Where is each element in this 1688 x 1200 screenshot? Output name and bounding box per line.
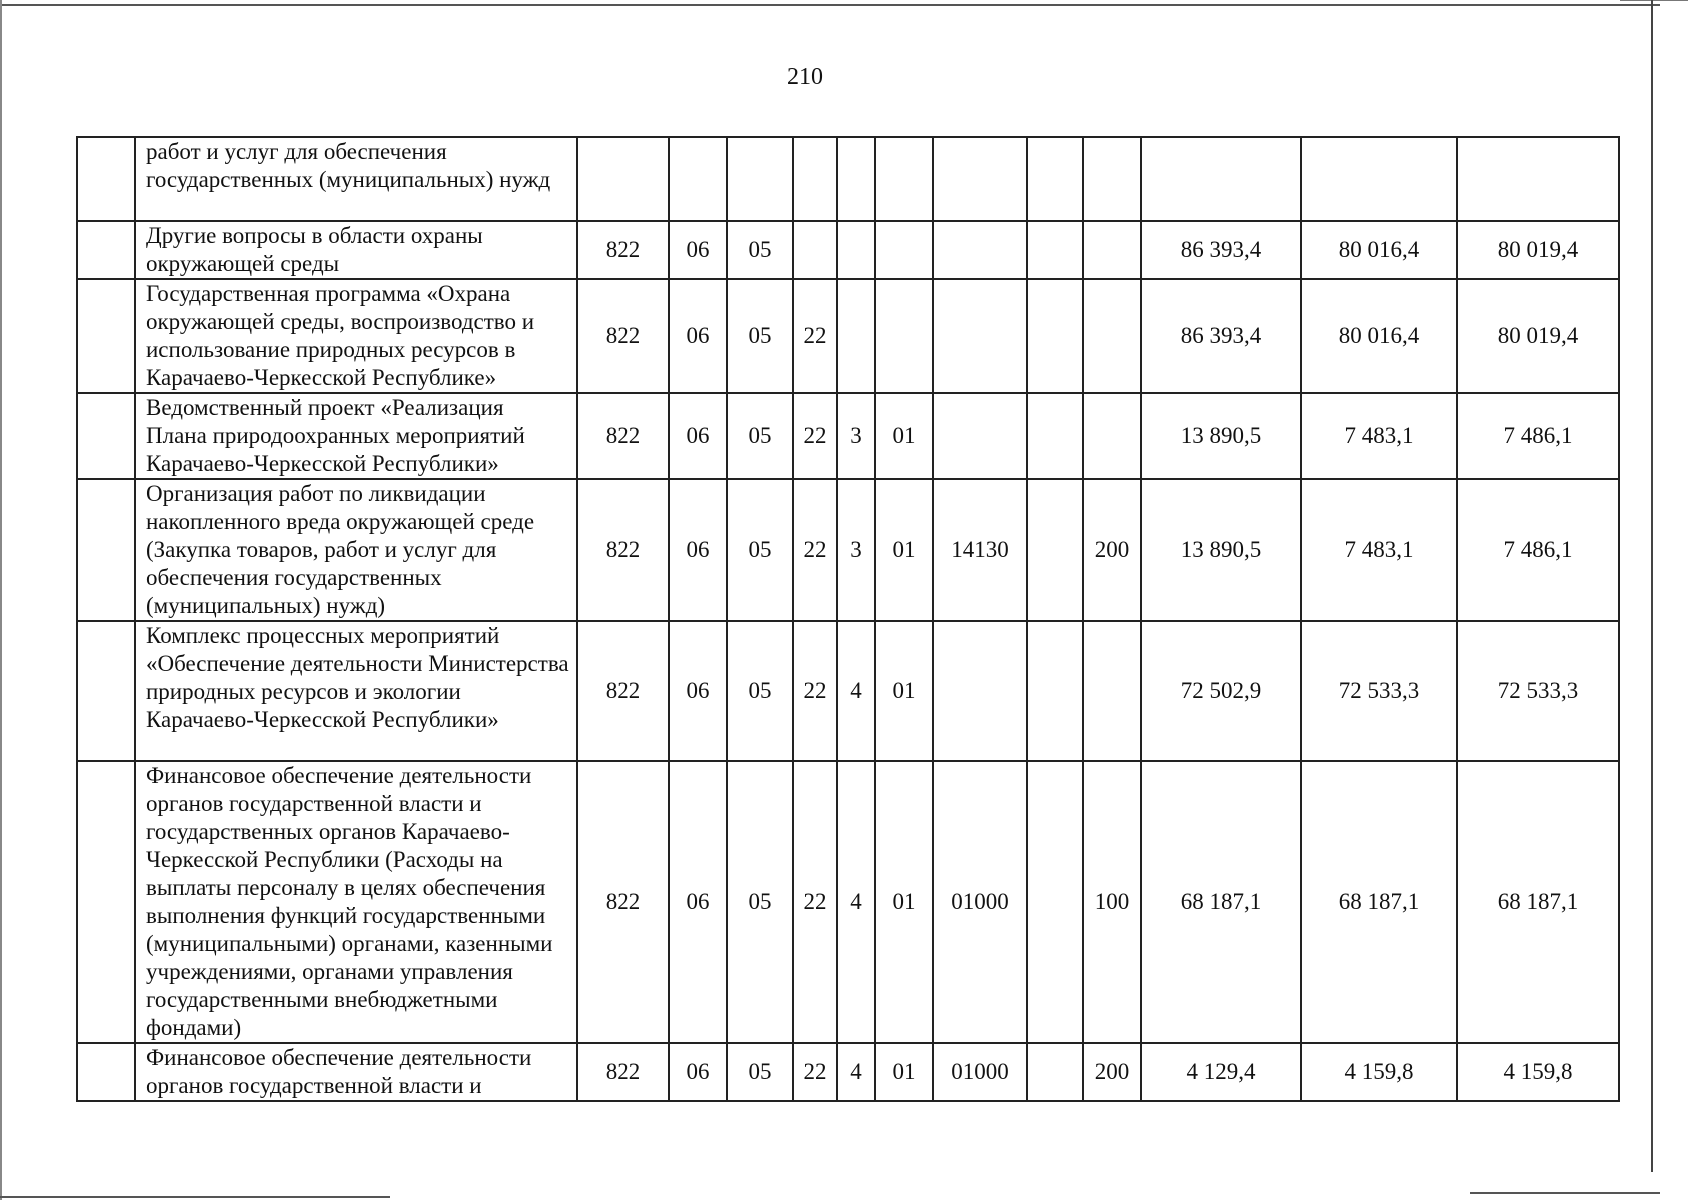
subprogram-type-cell: 4 xyxy=(837,621,875,761)
subprogram-type-cell: 4 xyxy=(837,1043,875,1101)
year2-amount: 7 483,1 xyxy=(1301,479,1457,621)
year1-amount: 86 393,4 xyxy=(1141,221,1301,279)
year3-amount xyxy=(1457,137,1619,221)
row-index-cell xyxy=(77,761,135,1043)
row-index-cell xyxy=(77,393,135,479)
subprogram-cell xyxy=(875,137,933,221)
ved-cell: 822 xyxy=(577,221,669,279)
row-index-cell xyxy=(77,221,135,279)
extra-code-cell xyxy=(1027,137,1083,221)
pr-cell: 05 xyxy=(727,621,793,761)
table-row xyxy=(77,221,1619,279)
subprogram-type-cell xyxy=(837,137,875,221)
subprogram-type-cell: 3 xyxy=(837,393,875,479)
year3-amount: 7 486,1 xyxy=(1457,393,1619,479)
row-name: Ведомственный проект «Реализация Плана природоохранных мероприятий Карачаево-Черкесской Республики» xyxy=(135,393,577,479)
subprogram-type-cell: 3 xyxy=(837,479,875,621)
pr-cell: 05 xyxy=(727,1043,793,1101)
direction-cell xyxy=(933,621,1027,761)
vr-cell xyxy=(1083,137,1141,221)
year1-amount xyxy=(1141,137,1301,221)
direction-cell xyxy=(933,221,1027,279)
subprogram-cell: 01 xyxy=(875,479,933,621)
year2-amount xyxy=(1301,137,1457,221)
rz-cell: 06 xyxy=(669,279,727,393)
ved-cell: 822 xyxy=(577,479,669,621)
table-row xyxy=(77,479,1619,621)
subprogram-cell: 01 xyxy=(875,761,933,1043)
year2-amount: 68 187,1 xyxy=(1301,761,1457,1043)
subprogram-cell: 01 xyxy=(875,621,933,761)
year2-amount: 80 016,4 xyxy=(1301,221,1457,279)
row-index-cell xyxy=(77,279,135,393)
subprogram-cell: 01 xyxy=(875,393,933,479)
year1-amount: 13 890,5 xyxy=(1141,393,1301,479)
vr-cell: 200 xyxy=(1083,1043,1141,1101)
direction-cell xyxy=(933,137,1027,221)
direction-cell: 14130 xyxy=(933,479,1027,621)
vr-cell xyxy=(1083,393,1141,479)
row-name: Организация работ по ликвидации накопленного вреда окружающей среде (Закупка товаров, работ и услуг для обеспечения государственных (муниципальных) нужд) xyxy=(135,479,577,621)
year2-amount: 7 483,1 xyxy=(1301,393,1457,479)
scan-border-top xyxy=(0,4,1660,6)
subprogram-cell xyxy=(875,221,933,279)
year3-amount: 80 019,4 xyxy=(1457,279,1619,393)
direction-cell: 01000 xyxy=(933,761,1027,1043)
program-cell: 22 xyxy=(793,621,837,761)
page-number: 210 xyxy=(787,64,823,90)
rz-cell: 06 xyxy=(669,621,727,761)
scan-border-top-right xyxy=(1620,0,1688,1)
row-name: Другие вопросы в области охраны окружающей среды xyxy=(135,221,577,279)
extra-code-cell xyxy=(1027,479,1083,621)
direction-cell xyxy=(933,279,1027,393)
extra-code-cell xyxy=(1027,1043,1083,1101)
ved-cell: 822 xyxy=(577,621,669,761)
subprogram-cell: 01 xyxy=(875,1043,933,1101)
row-name: Государственная программа «Охрана окружающей среды, воспроизводство и использование природных ресурсов в Карачаево-Черкесской Республике» xyxy=(135,279,577,393)
pr-cell xyxy=(727,137,793,221)
year3-amount: 7 486,1 xyxy=(1457,479,1619,621)
subprogram-cell xyxy=(875,279,933,393)
extra-code-cell xyxy=(1027,393,1083,479)
program-cell: 22 xyxy=(793,279,837,393)
rz-cell: 06 xyxy=(669,1043,727,1101)
pr-cell: 05 xyxy=(727,479,793,621)
direction-cell: 01000 xyxy=(933,1043,1027,1101)
year1-amount: 72 502,9 xyxy=(1141,621,1301,761)
vr-cell xyxy=(1083,621,1141,761)
pr-cell: 05 xyxy=(727,221,793,279)
program-cell xyxy=(793,137,837,221)
scan-border-left xyxy=(0,0,2,1200)
subprogram-type-cell: 4 xyxy=(837,761,875,1043)
program-cell: 22 xyxy=(793,479,837,621)
subprogram-type-cell xyxy=(837,279,875,393)
table-row xyxy=(77,761,1619,1043)
program-cell: 22 xyxy=(793,761,837,1043)
rz-cell: 06 xyxy=(669,761,727,1043)
year2-amount: 4 159,8 xyxy=(1301,1043,1457,1101)
table-row xyxy=(77,621,1619,761)
year1-amount: 86 393,4 xyxy=(1141,279,1301,393)
rz-cell: 06 xyxy=(669,393,727,479)
ved-cell: 822 xyxy=(577,1043,669,1101)
row-index-cell xyxy=(77,621,135,761)
year3-amount: 4 159,8 xyxy=(1457,1043,1619,1101)
budget-table xyxy=(76,136,1620,1102)
scan-border-bottom-right xyxy=(1470,1192,1660,1194)
ved-cell: 822 xyxy=(577,279,669,393)
year1-amount: 4 129,4 xyxy=(1141,1043,1301,1101)
extra-code-cell xyxy=(1027,279,1083,393)
row-index-cell xyxy=(77,137,135,221)
table-row xyxy=(77,393,1619,479)
year2-amount: 72 533,3 xyxy=(1301,621,1457,761)
row-name: работ и услуг для обеспечения государственных (муниципальных) нужд xyxy=(135,137,577,221)
year2-amount: 80 016,4 xyxy=(1301,279,1457,393)
rz-cell xyxy=(669,137,727,221)
row-name: Финансовое обеспечение деятельности органов государственной власти и государственных органов Карачаево-Черкесской Республики (Расходы на выплаты персоналу в целях обеспечения выполнения функций государственными (муниципальными) органами, казенными учреждениями, органами управления государственными внебюджетными фондами) xyxy=(135,761,577,1043)
pr-cell: 05 xyxy=(727,761,793,1043)
vr-cell xyxy=(1083,279,1141,393)
direction-cell xyxy=(933,393,1027,479)
vr-cell: 100 xyxy=(1083,761,1141,1043)
row-name: Финансовое обеспечение деятельности органов государственной власти и xyxy=(135,1043,577,1101)
table-row xyxy=(77,1043,1619,1101)
year3-amount: 80 019,4 xyxy=(1457,221,1619,279)
extra-code-cell xyxy=(1027,761,1083,1043)
table-row xyxy=(77,279,1619,393)
program-cell xyxy=(793,221,837,279)
year3-amount: 72 533,3 xyxy=(1457,621,1619,761)
vr-cell xyxy=(1083,221,1141,279)
scan-border-right xyxy=(1651,0,1653,1172)
subprogram-type-cell xyxy=(837,221,875,279)
program-cell: 22 xyxy=(793,393,837,479)
row-name: Комплекс процессных мероприятий «Обеспечение деятельности Министерства природных ресурсов и экологии Карачаево-Черкесской Республики» xyxy=(135,621,577,761)
row-index-cell xyxy=(77,479,135,621)
year1-amount: 13 890,5 xyxy=(1141,479,1301,621)
year3-amount: 68 187,1 xyxy=(1457,761,1619,1043)
rz-cell: 06 xyxy=(669,479,727,621)
year1-amount: 68 187,1 xyxy=(1141,761,1301,1043)
rz-cell: 06 xyxy=(669,221,727,279)
extra-code-cell xyxy=(1027,621,1083,761)
ved-cell: 822 xyxy=(577,761,669,1043)
pr-cell: 05 xyxy=(727,279,793,393)
vr-cell: 200 xyxy=(1083,479,1141,621)
extra-code-cell xyxy=(1027,221,1083,279)
table-row xyxy=(77,137,1619,221)
row-index-cell xyxy=(77,1043,135,1101)
program-cell: 22 xyxy=(793,1043,837,1101)
scan-border-bottom-left xyxy=(0,1196,390,1198)
pr-cell: 05 xyxy=(727,393,793,479)
ved-cell xyxy=(577,137,669,221)
ved-cell: 822 xyxy=(577,393,669,479)
